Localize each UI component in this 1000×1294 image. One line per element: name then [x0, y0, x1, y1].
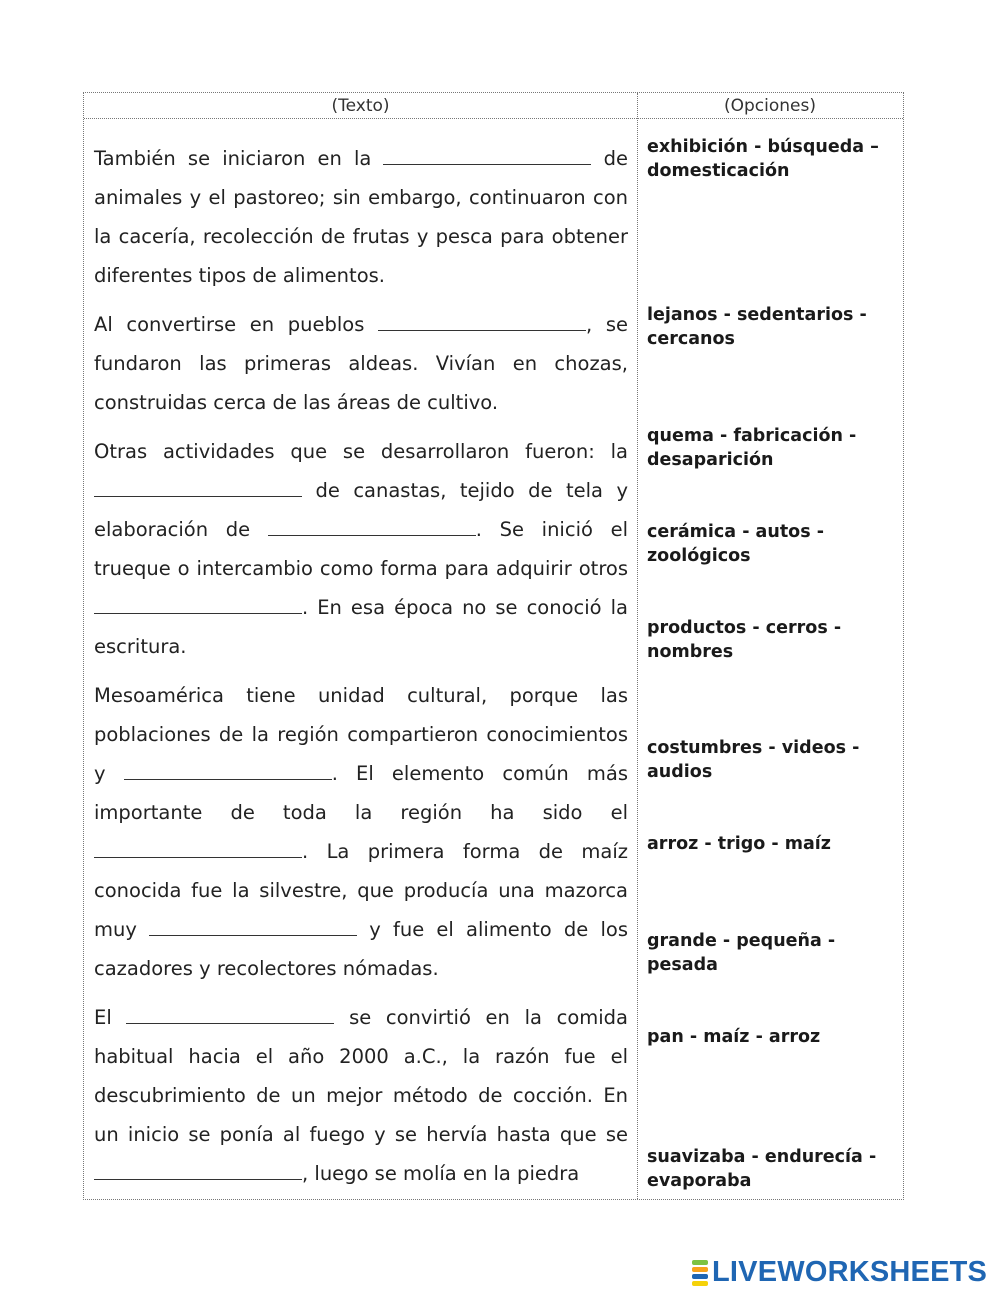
passage-text: . El elemento común más importante de toda la región ha sido el [94, 762, 628, 824]
option-set-4: cerámica - autos - zoológicos [647, 522, 824, 566]
text-column-header: (Texto) [84, 93, 637, 119]
passage-1 [94, 139, 628, 295]
blank-7[interactable] [94, 857, 302, 858]
column-divider [637, 93, 638, 1199]
option-set-6: costumbres - videos - audios [647, 738, 860, 782]
passage-text: , se fundaron las primeras aldeas. Vivían en chozas, construidas cerca de las áreas de cultivo. [94, 313, 628, 414]
blank-4[interactable] [268, 535, 476, 536]
blank-5[interactable] [94, 613, 302, 614]
passage-4 [94, 676, 628, 988]
liveworksheets-icon [692, 1260, 708, 1286]
brand-name: LIVEWORKSHEETS [712, 1256, 988, 1288]
blank-9[interactable] [126, 1023, 334, 1024]
passage-3 [94, 432, 628, 666]
blank-2[interactable] [378, 330, 586, 331]
liveworksheets-logo [692, 1256, 987, 1289]
option-set-7: arroz - trigo - maíz [647, 834, 831, 854]
text-column [94, 139, 628, 1203]
option-set-8: grande - pequeña - pesada [647, 931, 836, 975]
passage-text: . Se inició el trueque o intercambio como forma para adquirir otros [94, 518, 628, 580]
passage-5 [94, 998, 628, 1193]
blank-1[interactable] [383, 164, 591, 165]
passage-text: Al convertirse en pueblos [94, 313, 379, 336]
passage-text: Otras actividades que se desarrollaron fueron: la [94, 440, 628, 463]
blank-8[interactable] [149, 935, 357, 936]
worksheet-table [83, 92, 904, 1200]
passage-text: se convirtió en la comida habitual hacia el año 2000 a.C., la razón fue el descubrimiento de un mejor método de cocción. En un inicio se ponía al fuego y se hervía hasta que se [94, 1006, 628, 1146]
option-set-2: lejanos - sedentarios - cercanos [647, 305, 867, 349]
passage-text: de canastas, tejido de tela y elaboración de [94, 479, 628, 541]
option-set-3: quema - fabricación - desaparición [647, 426, 857, 470]
options-column-header: (Opciones) [637, 93, 903, 119]
passage-text: . La primera forma de maíz conocida fue la silvestre, que producía una mazorca muy [94, 840, 628, 941]
passage-text: El [94, 1006, 127, 1029]
option-set-1: exhibición - búsqueda – domesticación [647, 137, 879, 181]
blank-10[interactable] [94, 1179, 302, 1180]
passage-text: . En esa época no se conoció la escritura. [94, 596, 628, 658]
passage-text: Mesoamérica tiene unidad cultural, porque las poblaciones de la región compartieron conocimientos y [94, 684, 628, 785]
blank-3[interactable] [94, 496, 302, 497]
option-set-9: pan - maíz - arroz [647, 1027, 821, 1047]
passage-2 [94, 305, 628, 422]
passage-text: , luego se molía en la piedra [302, 1162, 580, 1185]
option-set-5: productos - cerros - nombres [647, 618, 842, 662]
passage-text: y fue el alimento de los cazadores y recolectores nómadas. [94, 918, 629, 980]
blank-6[interactable] [124, 779, 332, 780]
option-set-10: suavizaba - endurecía - evaporaba [647, 1147, 877, 1191]
passage-text: También se iniciaron en la [94, 147, 384, 170]
passage-text: de animales y el pastoreo; sin embargo, continuaron con la cacería, recolección de frutas y pesca para obtener diferentes tipos de alimentos. [94, 147, 628, 287]
